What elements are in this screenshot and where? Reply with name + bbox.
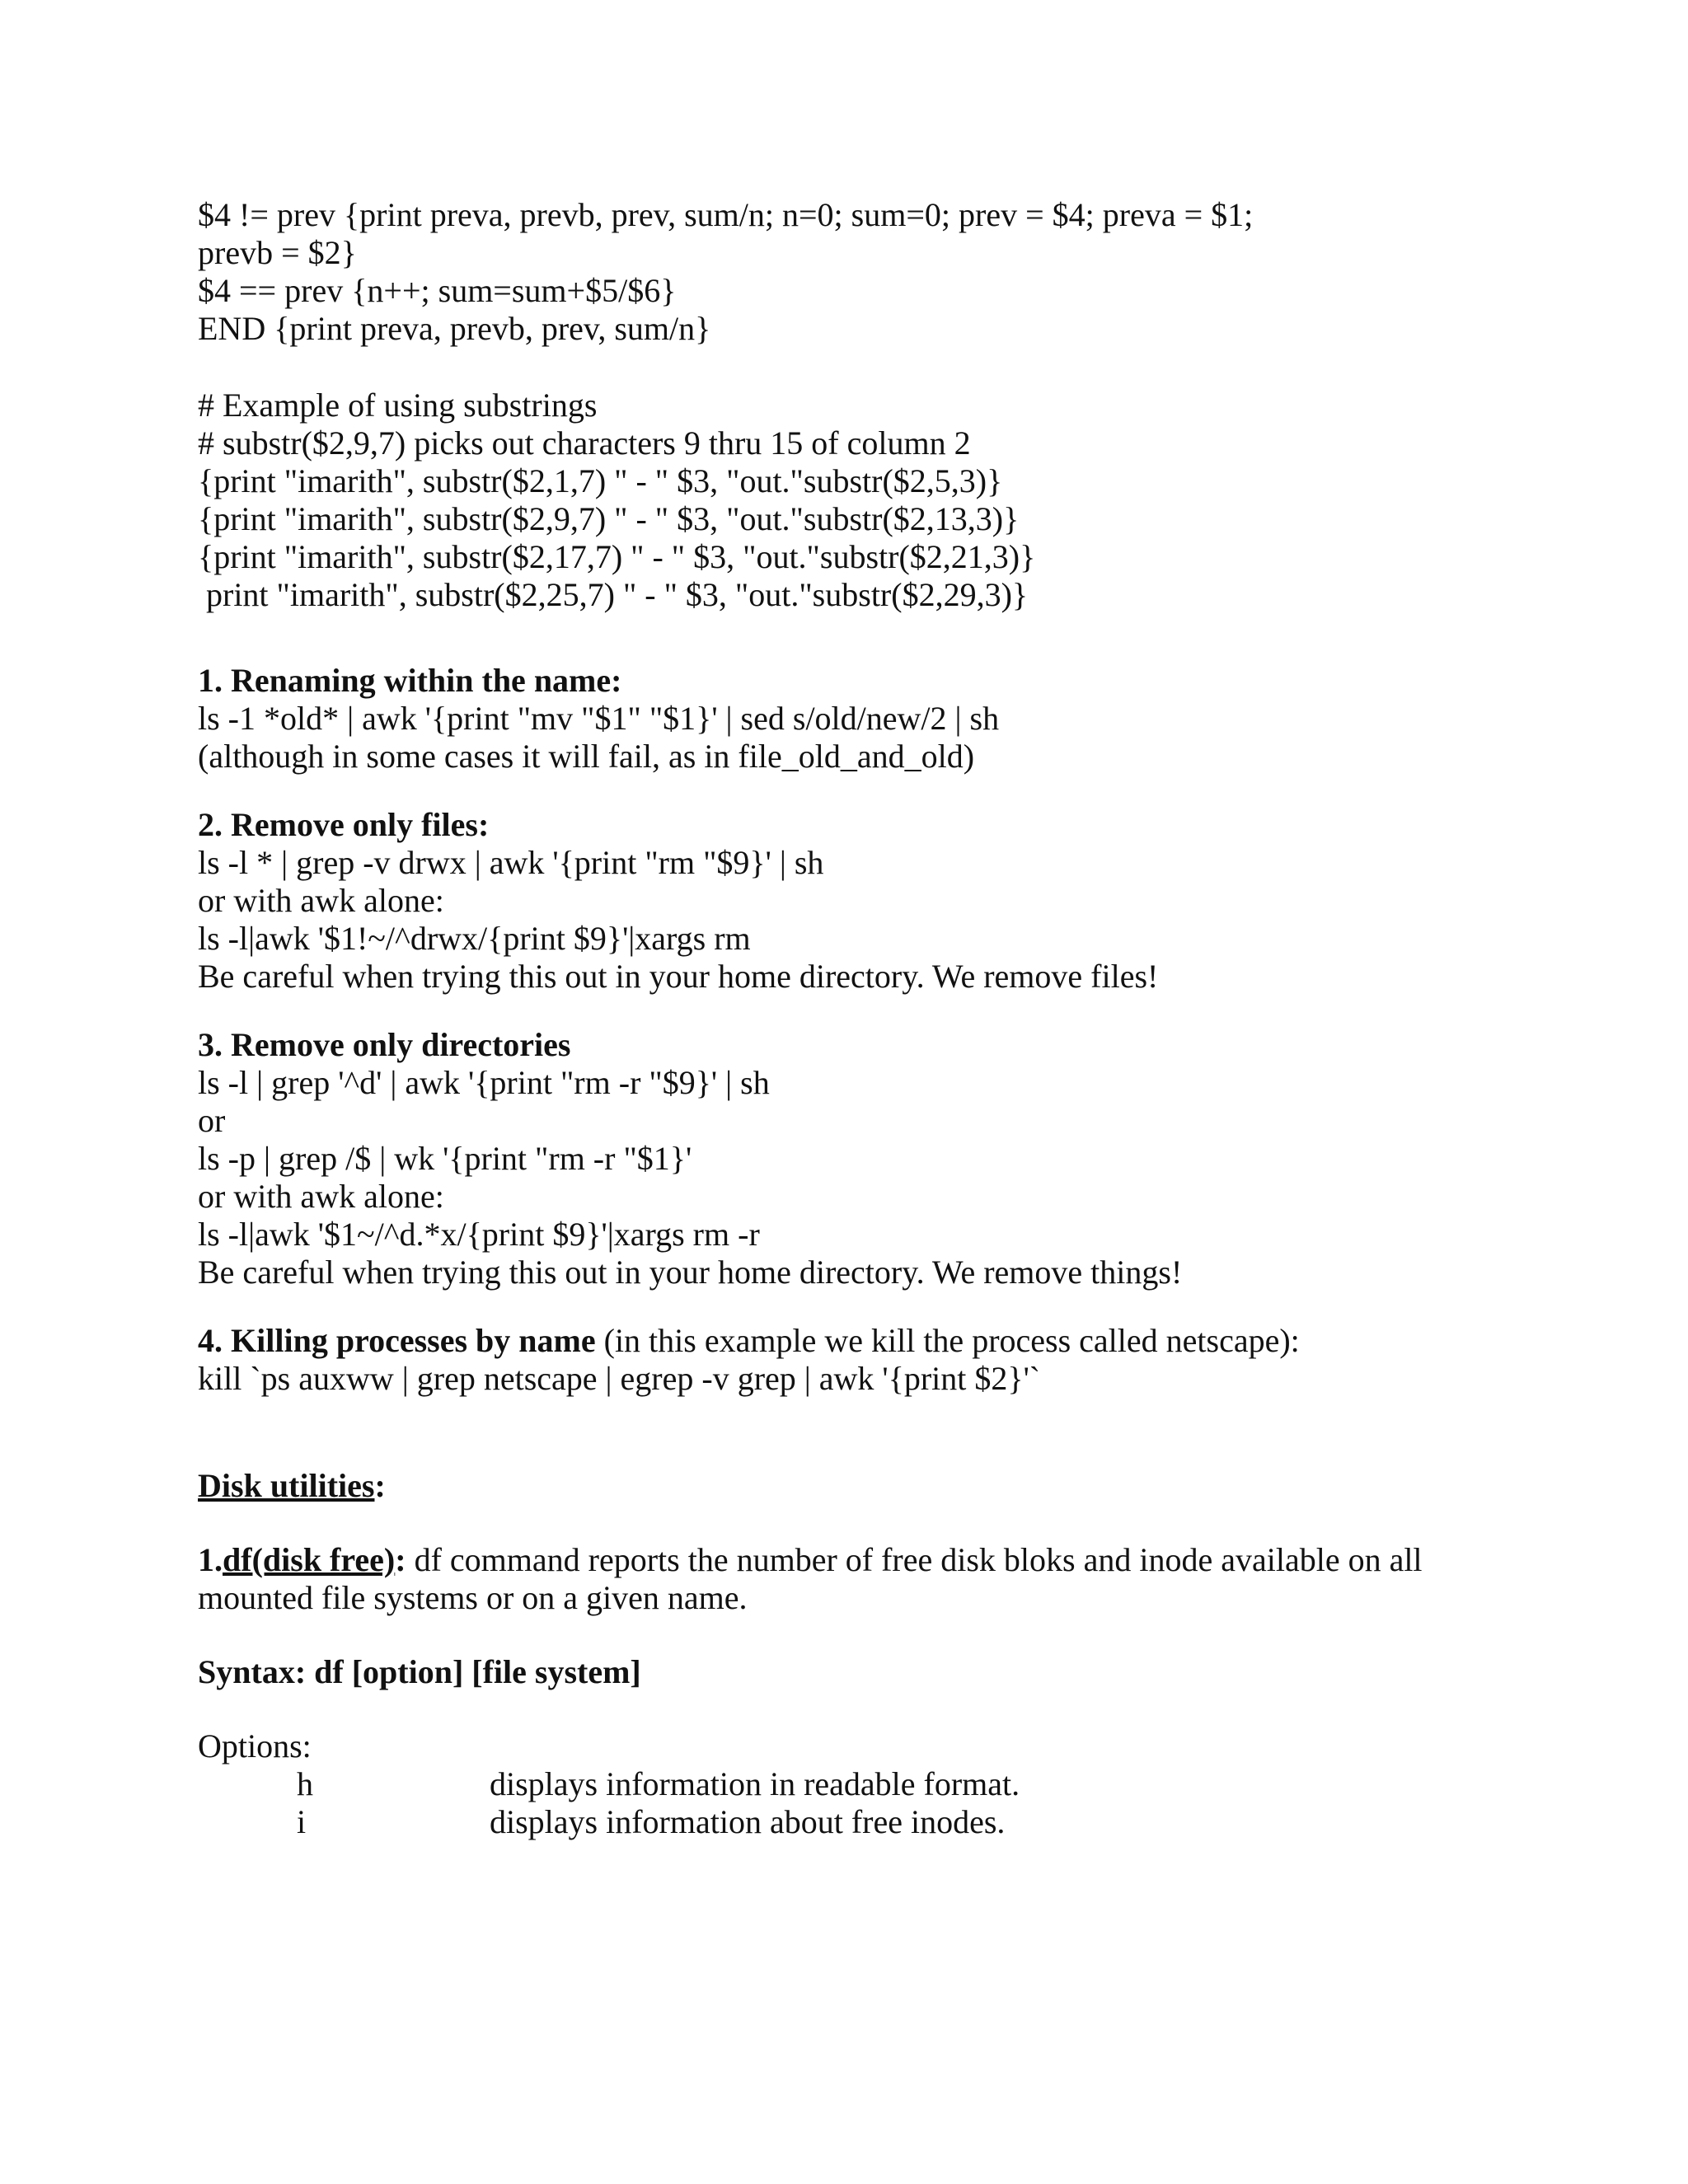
- code-line: ls -l | grep '^d' | awk '{print "rm -r "$9}' | sh: [198, 1064, 770, 1101]
- option-key: i: [297, 1803, 307, 1840]
- df-desc-line1: df command reports the number of free disk bloks and inode available on all: [406, 1541, 1423, 1578]
- df-options: [198, 1727, 1517, 1841]
- section-killing: [198, 1322, 1517, 1398]
- section-heading: 1. Renaming within the name:: [198, 662, 622, 699]
- option-desc: displays information about free inodes.: [490, 1803, 1006, 1840]
- substr-example: [198, 387, 1517, 614]
- disk-utilities-title-row: [198, 1467, 1517, 1505]
- code-line: {print "imarith", substr($2,9,7) " - " $3, "out."substr($2,13,3)}: [198, 500, 1020, 537]
- df-syntax: [198, 1653, 1517, 1691]
- df-term: df(disk free): [223, 1541, 396, 1578]
- df-description: [198, 1541, 1517, 1617]
- text-line: or with awk alone:: [198, 1178, 444, 1215]
- code-line: ls -l|awk '$1!~/^drwx/{print $9}'|xargs rm: [198, 920, 751, 957]
- code-line: $4 != prev {print preva, prevb, prev, sum/n; n=0; sum=0; prev = $4; preva = $1;: [198, 196, 1254, 233]
- code-line: kill `ps auxww | grep netscape | egrep -v grep | awk '{print $2}'`: [198, 1360, 1041, 1397]
- option-desc: displays information in readable format.: [490, 1765, 1020, 1802]
- options-label: Options:: [198, 1727, 312, 1765]
- code-line: ls -1 *old* | awk '{print "mv "$1" "$1}' | sed s/old/new/2 | sh: [198, 700, 1000, 737]
- option-row: [198, 1765, 1517, 1803]
- df-colon: :: [395, 1541, 406, 1578]
- note-line: (although in some cases it will fail, as in file_old_and_old): [198, 738, 975, 775]
- code-line: prevb = $2}: [198, 234, 357, 271]
- title-colon: :: [374, 1467, 386, 1504]
- comment-line: # Example of using substrings: [198, 387, 598, 424]
- code-line: ls -l|awk '$1~/^d.*x/{print $9}'|xargs rm -r: [198, 1216, 760, 1253]
- section-heading-row: [198, 1322, 1517, 1360]
- code-line: END {print preva, prevb, prev, sum/n}: [198, 310, 711, 347]
- warning-line: Be careful when trying this out in your home directory. We remove files!: [198, 958, 1159, 995]
- df-number: 1.: [198, 1541, 223, 1578]
- section-remove-dirs: [198, 1026, 1517, 1291]
- df-desc-line2: mounted file systems or on a given name.: [198, 1579, 748, 1616]
- code-line: {print "imarith", substr($2,17,7) " - " $3, "out."substr($2,21,3)}: [198, 538, 1036, 575]
- code-line: ls -l * | grep -v drwx | awk '{print "rm "$9}' | sh: [198, 844, 824, 881]
- code-line: ls -p | grep /$ | wk '{print "rm -r "$1}': [198, 1140, 692, 1177]
- section-heading: 4. Killing processes by name: [198, 1322, 596, 1359]
- code-line: $4 == prev {n++; sum=sum+$5/$6}: [198, 272, 677, 309]
- code-line: print "imarith", substr($2,25,7) " - " $3, "out."substr($2,29,3)}: [198, 576, 1029, 613]
- section-remove-files: [198, 806, 1517, 996]
- section-heading: 3. Remove only directories: [198, 1026, 571, 1063]
- option-row: [198, 1803, 1517, 1841]
- warning-line: Be careful when trying this out in your home directory. We remove things!: [198, 1254, 1183, 1291]
- section-renaming: [198, 662, 1517, 776]
- section-heading-note: (in this example we kill the process called netscape):: [595, 1322, 1300, 1359]
- document-page: [198, 196, 1517, 1841]
- option-key: h: [297, 1765, 313, 1802]
- section-heading: 2. Remove only files:: [198, 806, 490, 843]
- comment-line: # substr($2,9,7) picks out characters 9 thru 15 of column 2: [198, 424, 971, 462]
- code-line: {print "imarith", substr($2,1,7) " - " $3, "out."substr($2,5,3)}: [198, 462, 1003, 499]
- syntax-line: Syntax: df [option] [file system]: [198, 1653, 641, 1690]
- text-line: or with awk alone:: [198, 882, 444, 919]
- text-line: or: [198, 1102, 226, 1139]
- disk-utilities-title: Disk utilities: [198, 1467, 375, 1504]
- awk-snippet: [198, 196, 1517, 348]
